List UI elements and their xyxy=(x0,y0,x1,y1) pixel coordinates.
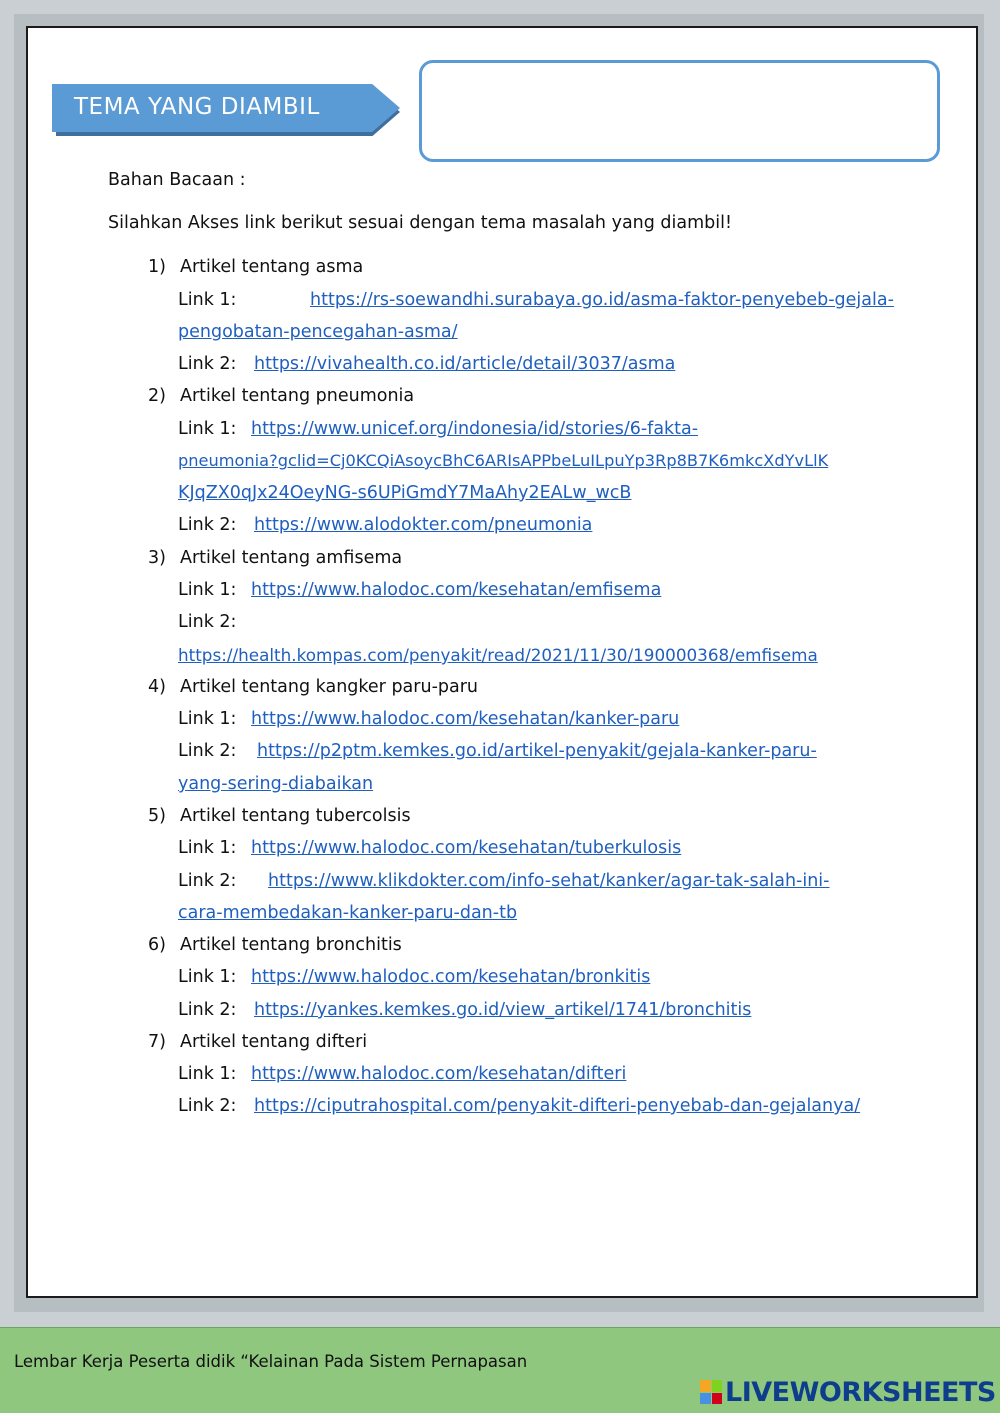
article-link[interactable]: yang-sering-diabaikan xyxy=(178,774,374,794)
link-label: Link 1: xyxy=(178,580,237,600)
article-title: Artikel tentang tubercolsis xyxy=(180,806,411,826)
article-link[interactable]: pengobatan-pencegahan-asma/ xyxy=(178,322,458,342)
article-number: 2) xyxy=(148,386,166,406)
liveworksheets-brand[interactable] xyxy=(700,1376,996,1408)
article-link[interactable]: https://p2ptm.kemkes.go.id/artikel-penyakit/gejala-kanker-paru- xyxy=(257,741,817,761)
link-label: Link 2: xyxy=(178,354,237,374)
theme-banner-label: TEMA YANG DIAMBIL xyxy=(74,94,320,120)
link-label: Link 1: xyxy=(178,967,237,987)
article-link[interactable]: KJqZX0qJx24OeyNG-s6UPiGmdY7MaAhy2EALw_wcB xyxy=(178,483,632,503)
link-label: Link 2: xyxy=(178,612,237,632)
article-link[interactable]: https://www.halodoc.com/kesehatan/emfisema xyxy=(251,580,662,600)
article-link[interactable]: https://www.alodokter.com/pneumonia xyxy=(254,515,593,535)
article-title: Artikel tentang kangker paru-paru xyxy=(180,677,478,697)
article-link[interactable]: https://yankes.kemkes.go.id/view_artikel/1741/bronchitis xyxy=(254,1000,752,1020)
article-link[interactable]: pneumonia?gclid=Cj0KCQiAsoycBhC6ARIsAPPbeLuILpuYp3Rp8B7K6mkcXdYvLlK xyxy=(178,451,829,470)
article-link[interactable]: https://vivahealth.co.id/article/detail/3037/asma xyxy=(254,354,676,374)
article-link[interactable]: https://www.halodoc.com/kesehatan/tuberkulosis xyxy=(251,838,682,858)
article-number: 7) xyxy=(148,1032,166,1052)
article-link[interactable]: https://rs-soewandhi.surabaya.go.id/asma-faktor-penyebeb-gejala- xyxy=(310,290,894,310)
article-link[interactable]: https://www.halodoc.com/kesehatan/difteri xyxy=(251,1064,627,1084)
liveworksheets-logo-icon xyxy=(700,1380,722,1404)
article-link[interactable]: https://www.klikdokter.com/info-sehat/kanker/agar-tak-salah-ini- xyxy=(268,871,830,891)
link-label: Link 1: xyxy=(178,838,237,858)
link-label: Link 2: xyxy=(178,741,237,761)
article-title: Artikel tentang asma xyxy=(180,257,364,277)
article-link[interactable]: https://ciputrahospital.com/penyakit-difteri-penyebab-dan-gejalanya/ xyxy=(254,1096,861,1116)
article-number: 4) xyxy=(148,677,166,697)
link-label: Link 1: xyxy=(178,290,237,310)
article-link[interactable]: cara-membedakan-kanker-paru-dan-tb xyxy=(178,903,518,923)
article-title: Artikel tentang pneumonia xyxy=(180,386,415,406)
article-link[interactable]: https://www.halodoc.com/kesehatan/bronkitis xyxy=(251,967,651,987)
liveworksheets-wordmark: LIVEWORKSHEETS xyxy=(725,1376,996,1408)
theme-answer-box[interactable] xyxy=(419,60,940,162)
link-label: Link 1: xyxy=(178,1064,237,1084)
article-title: Artikel tentang bronchitis xyxy=(180,935,402,955)
article-link[interactable]: https://www.unicef.org/indonesia/id/stories/6-fakta- xyxy=(251,419,699,439)
article-title: Artikel tentang difteri xyxy=(180,1032,368,1052)
reading-heading: Bahan Bacaan : xyxy=(108,170,246,190)
link-label: Link 2: xyxy=(178,871,237,891)
article-link[interactable]: https://health.kompas.com/penyakit/read/2021/11/30/190000368/emfisema xyxy=(178,645,818,665)
article-number: 5) xyxy=(148,806,166,826)
footer-text: Lembar Kerja Peserta didik “Kelainan Pada Sistem Pernapasan xyxy=(14,1352,528,1371)
link-label: Link 2: xyxy=(178,1096,237,1116)
link-label: Link 1: xyxy=(178,709,237,729)
link-label: Link 2: xyxy=(178,515,237,535)
article-title: Artikel tentang amfisema xyxy=(180,548,403,568)
article-link[interactable]: https://www.halodoc.com/kesehatan/kanker-paru xyxy=(251,709,680,729)
article-number: 1) xyxy=(148,257,166,277)
link-label: Link 2: xyxy=(178,1000,237,1020)
article-number: 6) xyxy=(148,935,166,955)
instruction-text: Silahkan Akses link berikut sesuai dengan tema masalah yang diambil! xyxy=(108,213,733,233)
link-label: Link 1: xyxy=(178,419,237,439)
article-number: 3) xyxy=(148,548,166,568)
